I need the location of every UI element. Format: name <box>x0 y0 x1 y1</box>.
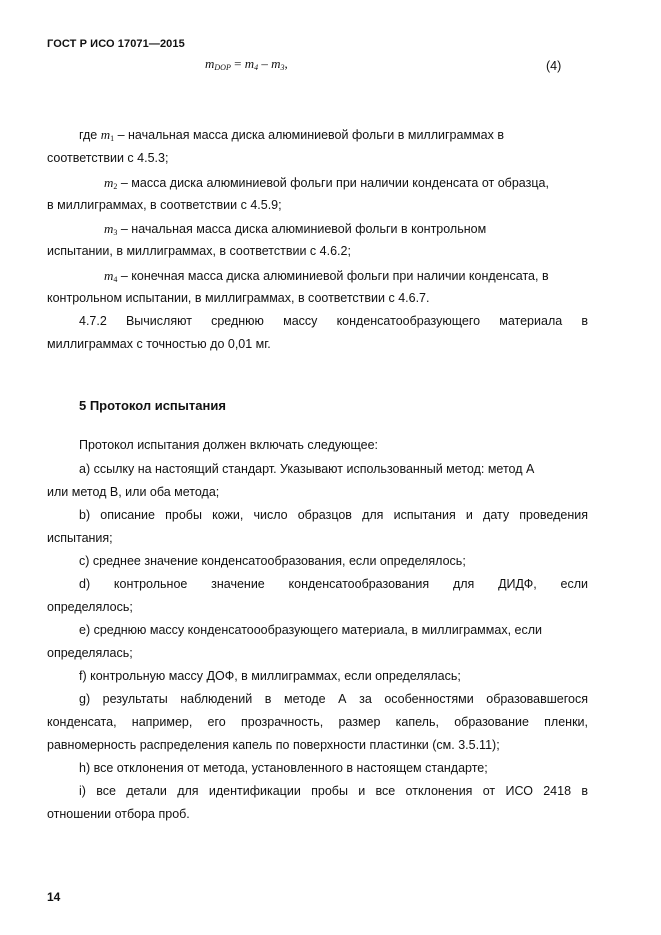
list-item-d-line1: d) контрольное значение конденсатообразования для ДИДФ, если <box>79 577 588 591</box>
definition-lead-word: где <box>79 128 98 142</box>
list-item-e-line1: e) среднюю массу конденсатоообразующего материала, в миллиграммах, если <box>79 623 543 637</box>
definition-m3-line1 <box>47 221 588 240</box>
definition-m2-line1 <box>47 175 588 194</box>
formula-equals: = <box>230 56 245 71</box>
list-item-a-line2: или метод В, или оба метода; <box>47 485 220 499</box>
list-item-f: f) контрольную массу ДОФ, в миллиграммах, если определялась; <box>79 669 461 683</box>
formula-term-a-subscript: 4 <box>254 63 259 72</box>
equation-number: (4) <box>546 59 562 73</box>
definition-m2-text: – масса диска алюминиевой фольги при наличии конденсата от образца, <box>120 176 549 190</box>
list-item-g-line1: g) результаты наблюдений в методе А за особенностями образовавшегося <box>79 692 588 706</box>
section-5-title: 5 Протокол испытания <box>79 398 226 413</box>
clause-4-7-2-line2: миллиграммах с точностью до 0,01 мг. <box>47 337 271 351</box>
list-item-b-line1: b) описание пробы кожи, число образцов для испытания и дату проведения <box>79 508 588 522</box>
list-item-i-line2: отношении отбора проб. <box>47 807 190 821</box>
list-item-c: c) среднее значение конденсатообразования, если определялось; <box>79 554 466 568</box>
formula-lhs-subscript: DOP <box>214 63 231 72</box>
document-header: ГОСТ Р ИСО 17071—2015 <box>47 38 185 50</box>
list-item-d-line2: определялось; <box>47 600 133 614</box>
clause-4-7-2-line1: 4.7.2 Вычисляют среднюю массу конденсатообразующего материала в <box>79 314 588 328</box>
definition-m1-line2: соответствии с 4.5.3; <box>47 151 169 165</box>
definition-m4-line1 <box>47 268 588 287</box>
symbol-m2: $m_2$ <box>104 175 118 191</box>
symbol-m3: $m_3$ <box>104 221 118 237</box>
list-item-h: h) все отклонения от метода, установленного в настоящем стандарте; <box>79 761 488 775</box>
definition-m1-line1 <box>47 127 588 146</box>
list-item-i-line1: i) все детали для идентификации пробы и все отклонения от ИСО 2418 в <box>79 784 588 798</box>
formula-term-b: m <box>271 56 281 71</box>
definition-m3-line2: испытании, в миллиграммах, в соответствии с 4.6.2; <box>47 244 351 258</box>
section-5-intro: Протокол испытания должен включать следующее: <box>79 438 379 452</box>
formula-lhs <box>205 56 231 71</box>
list-item-g-line2: конденсата, например, его прозрачность, размер капель, образование пленки, <box>47 715 588 729</box>
definition-m4-text: – конечная масса диска алюминиевой фольги при наличии конденсата, в <box>120 269 549 283</box>
symbol-m1: $m_1$ <box>100 127 115 143</box>
definition-m2-line2: в миллиграммах, в соответствии с 4.5.9; <box>47 198 282 212</box>
list-item-a-line1: a) ссылку на настоящий стандарт. Указывают использованный метод: метод А <box>79 462 535 476</box>
formula-term-b-subscript: 3 <box>280 63 285 72</box>
formula-4 <box>205 56 288 72</box>
formula-lhs-symbol: m <box>205 56 215 71</box>
formula-minus: – <box>258 56 272 71</box>
definition-m3-text: – начальная масса диска алюминиевой фольги в контрольном <box>120 222 487 236</box>
page-number: 14 <box>47 890 61 904</box>
list-item-e-line2: определялась; <box>47 646 133 660</box>
formula-term-a: m <box>244 56 255 71</box>
list-item-g-line3: равномерность распределения капель по поверхности пластинки (см. 3.5.11); <box>47 738 500 752</box>
symbol-m4: $m_4$ <box>104 268 118 284</box>
definition-m4-line2: контрольном испытании, в миллиграммах, в соответствии с 4.6.7. <box>47 291 430 305</box>
definition-m1-text: – начальная масса диска алюминиевой фольги в миллиграммах в <box>117 128 504 142</box>
list-item-b-line2: испытания; <box>47 531 113 545</box>
formula-comma: , <box>284 56 288 71</box>
